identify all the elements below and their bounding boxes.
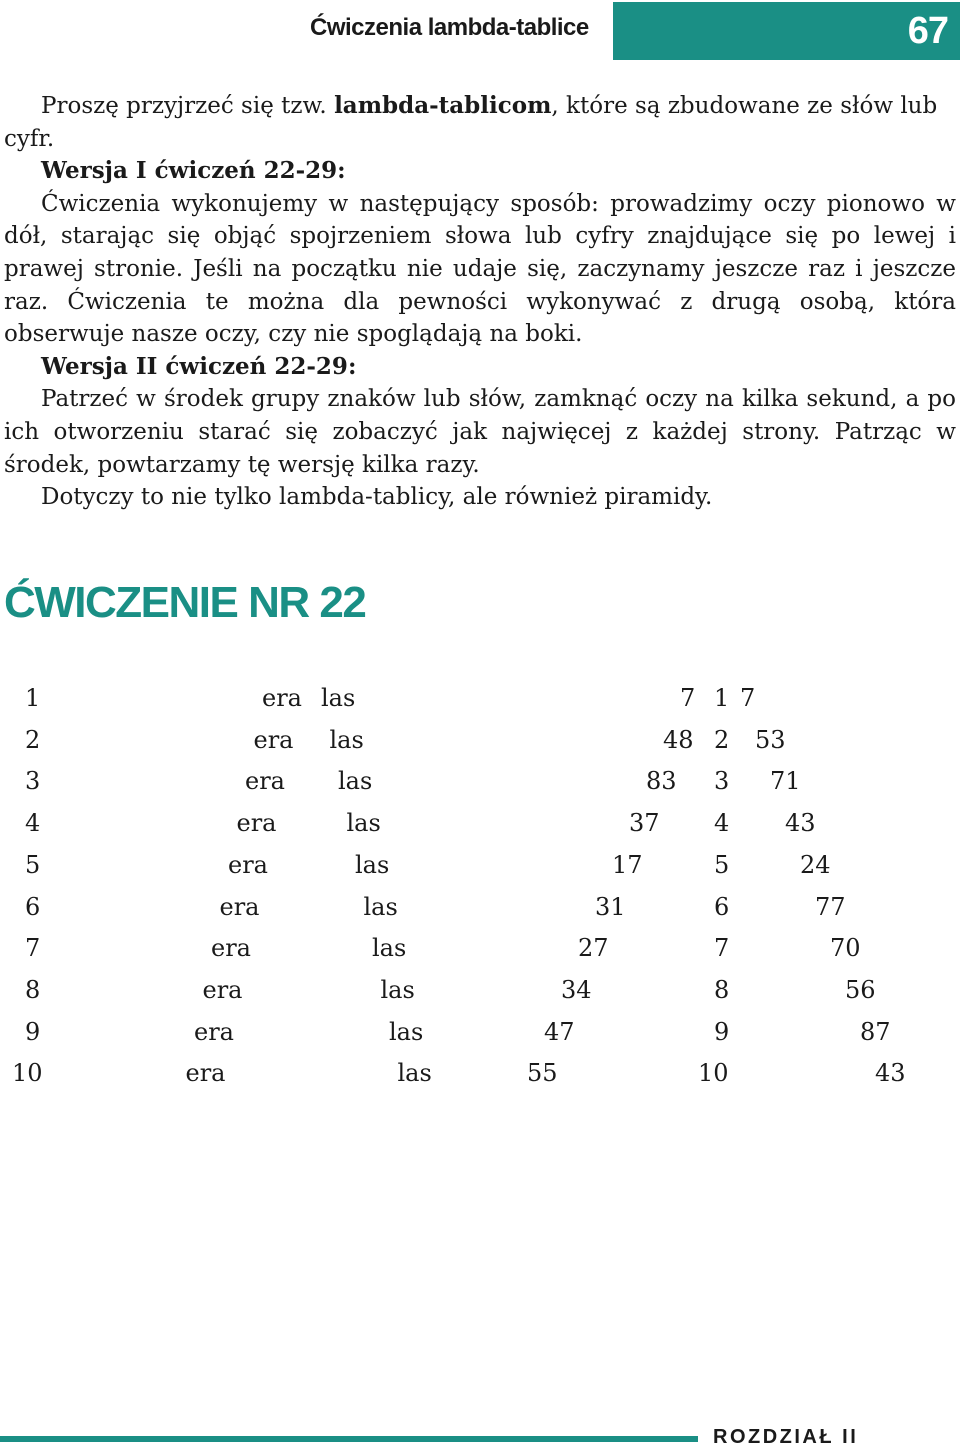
word-left: era [236,809,277,838]
version2-heading: Wersja II ćwiczeń 22-29: [41,352,357,380]
number-center: 7 [714,934,730,963]
number-left: 83 [646,767,677,796]
number-left: 37 [629,809,660,838]
number-left: 31 [595,892,626,921]
number-right: 43 [875,1059,906,1088]
table-row [0,934,960,974]
word-right: las [329,725,364,754]
table-row [0,893,960,933]
version1-paragraph: Ćwiczenia wykonujemy w następujący sposób: prowadzimy oczy pionowo w dół, starając się objąć spojrzeniem słowa lub cyfry znajdujące się po lewej i prawej stronie. Jeśli na początku nie udaje się, zaczynamy jeszcze raz i jeszcze raz. Ćwiczenia te można dla pewności wykonywać z drugą osobą, która obserwuje nasze oczy, czy nie spoglądają na boki. [4,190,956,348]
number-center: 4 [714,809,730,838]
word-right: las [397,1059,432,1088]
number-right: 56 [845,975,876,1004]
number-right: 53 [755,725,786,754]
intro-paragraph [4,90,956,155]
table-row [0,851,960,891]
table-row [0,684,960,724]
number-left: 17 [612,850,643,879]
running-header-title: Ćwiczenia lambda-tablice [310,14,589,41]
number-center: 10 [698,1059,729,1088]
intro-text-start: Proszę przyjrzeć się tzw. [41,93,335,119]
word-right: las [372,934,407,963]
number-center: 9 [714,1017,730,1046]
word-left: era [228,850,268,879]
number-right: 7 [740,684,756,712]
version2-note: Dotyczy to nie tylko lambda-tablicy, ale również piramidy. [41,484,713,511]
footer-rule [0,1436,698,1442]
word-left: era [202,975,243,1004]
number-right: 71 [770,767,801,796]
table-row [0,767,960,807]
number-center: 3 [714,767,730,796]
number-center: 2 [714,725,730,754]
row-number: 3 [25,767,41,796]
word-left: era [245,767,285,796]
number-center: 6 [714,892,730,921]
table-row [0,976,960,1016]
version1-heading: Wersja I ćwiczeń 22-29: [41,157,346,185]
row-number: 5 [25,850,41,879]
chapter-label: ROZDZIAŁ II [713,1426,859,1448]
table-row [0,1018,960,1058]
row-number: 1 [25,684,41,712]
word-right: las [338,767,373,796]
word-left: era [185,1059,226,1088]
page-number-tab [613,2,960,60]
number-left: 48 [663,725,694,754]
row-number: 8 [25,975,41,1004]
number-left: 7 [680,684,696,712]
exercise-title: ĆWICZENIE NR 22 [4,578,366,627]
number-right: 43 [785,809,816,838]
number-center: 8 [714,975,730,1004]
row-number: 4 [25,809,41,838]
instructions-text [4,90,956,514]
number-center: 5 [714,850,730,879]
number-left: 47 [544,1017,575,1046]
number-right: 70 [830,934,861,963]
word-left: era [219,892,260,921]
number-left: 55 [527,1059,558,1088]
word-right: las [346,809,381,838]
number-right: 87 [860,1017,891,1046]
intro-text-end: , które są zbudowane ze słów lub cyfr. [4,93,938,152]
word-right: las [355,850,390,879]
table-row [0,1059,960,1099]
row-number: 2 [25,725,41,754]
word-left: era [253,725,294,754]
word-right: las [363,892,398,921]
table-row [0,809,960,849]
intro-term: lambda-tablicom [334,92,552,119]
number-right: 24 [800,850,831,879]
number-left: 34 [561,975,592,1004]
word-right: las [380,975,415,1004]
version2-paragraph: Patrzeć w środek grupy znaków lub słów, zamknąć oczy na kilka sekund, a po ich otworzeniu starać się zobaczyć jak najwięcej z każdej strony. Patrząc w środek, powtarzamy tę wersję kilka razy. [4,386,956,478]
row-number: 6 [25,892,41,921]
row-number: 9 [25,1017,41,1046]
table-row [0,726,960,766]
number-center: 1 [714,684,730,712]
word-left: era [194,1017,234,1046]
number-left: 27 [578,934,609,963]
word-right: las [321,684,356,712]
word-left: era [262,684,302,712]
word-left: era [211,934,251,963]
word-right: las [389,1017,424,1046]
page-number: 67 [907,10,948,52]
number-right: 77 [815,892,846,921]
row-number: 7 [25,934,41,963]
row-number: 10 [12,1059,43,1088]
